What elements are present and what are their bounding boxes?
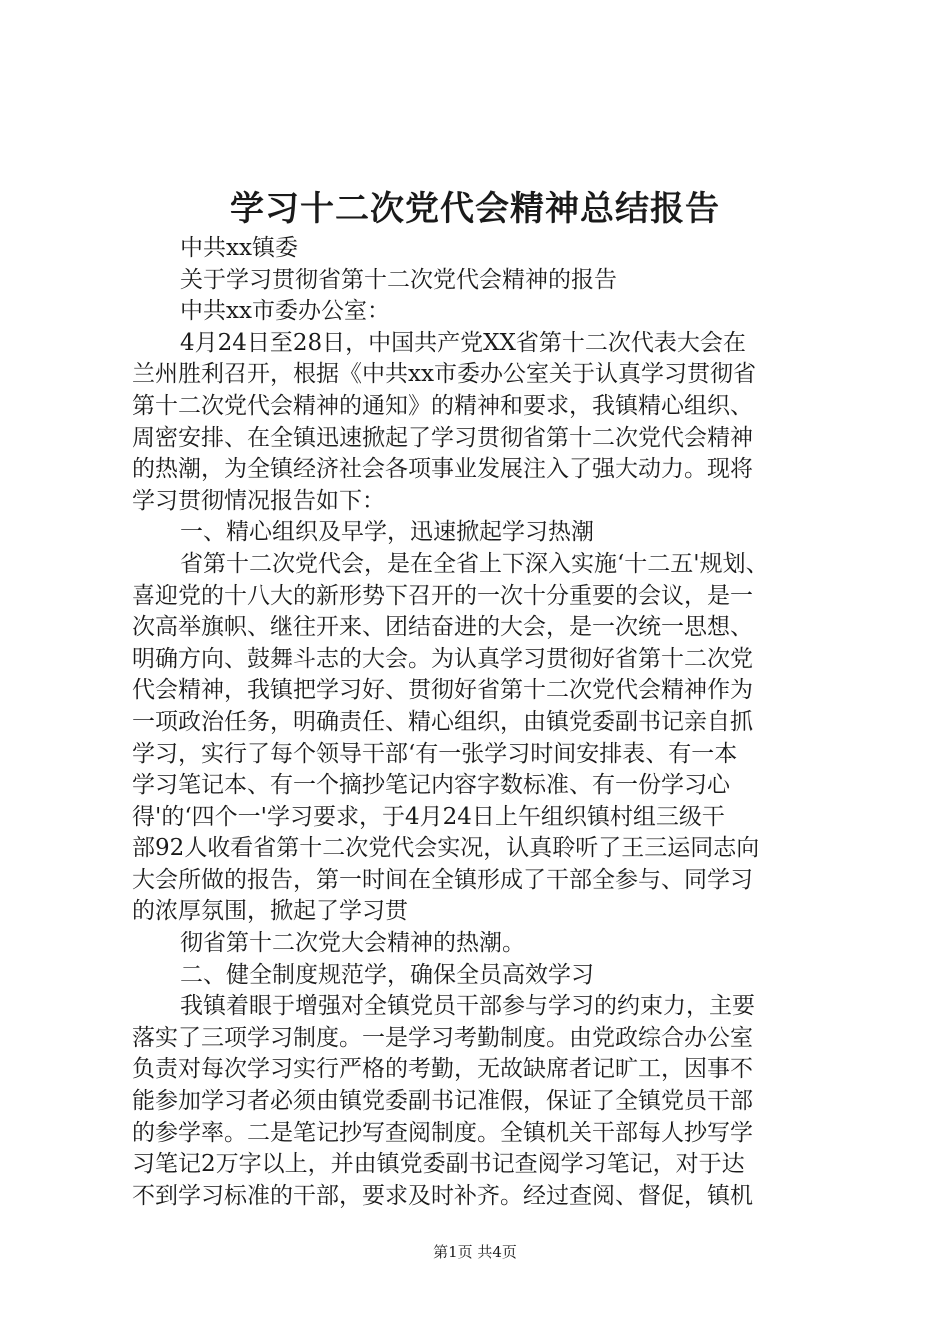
text-line: 学习贯彻情况报告如下： bbox=[132, 487, 385, 514]
text-line: 的参学率。二是笔记抄写查阅制度。全镇机关干部每人抄写学 bbox=[132, 1119, 753, 1146]
text-line: 明确方向、鼓舞斗志的大会。为认真学习贯彻好省第十二次党 bbox=[132, 645, 753, 672]
text-line: 一项政治任务，明确责任、精心组织，由镇党委副书记亲自抓 bbox=[132, 708, 753, 735]
page-footer: 第1页 共4页 bbox=[433, 1243, 517, 1261]
text-line: 周密安排、在全镇迅速掀起了学习贯彻省第十二次党代会精神 bbox=[132, 424, 753, 451]
text-line: 次高举旗帜、继往开来、团结奋进的大会，是一次统一思想、 bbox=[132, 614, 753, 641]
text-line: 一、精心组织及早学，迅速掀起学习热潮 bbox=[180, 519, 594, 546]
text-line: 彻省第十二次党大会精神的热潮。 bbox=[180, 930, 525, 957]
text-line: 习笔记2万字以上，并由镇党委副书记查阅学习笔记，对于达 bbox=[132, 1151, 745, 1178]
text-line: 代会精神，我镇把学习好、贯彻好省第十二次党代会精神作为 bbox=[132, 677, 753, 704]
text-line: 落实了三项学习制度。一是学习考勤制度。由党政综合办公室 bbox=[132, 1024, 753, 1051]
text-line: 二、健全制度规范学，确保全员高效学习 bbox=[180, 961, 594, 988]
text-line: 部92人收看省第十二次党代会实况，认真聆听了王三运同志向 bbox=[132, 835, 760, 862]
text-line: 大会所做的报告，第一时间在全镇形成了干部全参与、同学习 bbox=[132, 866, 753, 893]
text-line: 学习笔记本、有一个摘抄笔记内容字数标准、有一份学习心 bbox=[132, 772, 730, 799]
document-title: 学习十二次党代会精神总结报告 bbox=[230, 189, 720, 229]
text-line: 的浓厚氛围，掀起了学习贯 bbox=[132, 898, 408, 925]
text-line: 我镇着眼于增强对全镇党员干部参与学习的约束力，主要 bbox=[180, 993, 755, 1020]
text-line: 关于学习贯彻省第十二次党代会精神的报告 bbox=[180, 266, 617, 293]
text-line: 负责对每次学习实行严格的考勤，无故缺席者记旷工，因事不 bbox=[132, 1056, 753, 1083]
text-line: 得'的‘四个一'学习要求，于4月24日上午组织镇村组三级干 bbox=[132, 803, 725, 830]
document-body bbox=[132, 233, 828, 1212]
text-line: 喜迎党的十八大的新形势下召开的一次十分重要的会议，是一 bbox=[132, 582, 753, 609]
text-line: 的热潮，为全镇经济社会各项事业发展注入了强大动力。现将 bbox=[132, 456, 753, 483]
text-line: 能参加学习者必须由镇党委副书记准假，保证了全镇党员干部 bbox=[132, 1088, 753, 1115]
text-line: 不到学习标准的干部，要求及时补齐。经过查阅、督促，镇机 bbox=[132, 1182, 753, 1209]
text-line: 省第十二次党代会，是在全省上下深入实施‘十二五'规划、 bbox=[180, 550, 769, 577]
text-line: 中共xx市委办公室： bbox=[180, 298, 390, 325]
text-line: 4月24日至28日，中国共产党XX省第十二次代表大会在 bbox=[180, 329, 746, 356]
text-line: 第十二次党代会精神的通知》的精神和要求，我镇精心组织、 bbox=[132, 392, 753, 419]
text-line: 兰州胜利召开，根据《中共xx市委办公室关于认真学习贯彻省 bbox=[132, 361, 756, 388]
text-line: 学习，实行了每个领导干部‘有一张学习时间安排表、有一本 bbox=[132, 740, 738, 767]
text-line: 中共xx镇委 bbox=[180, 235, 298, 261]
